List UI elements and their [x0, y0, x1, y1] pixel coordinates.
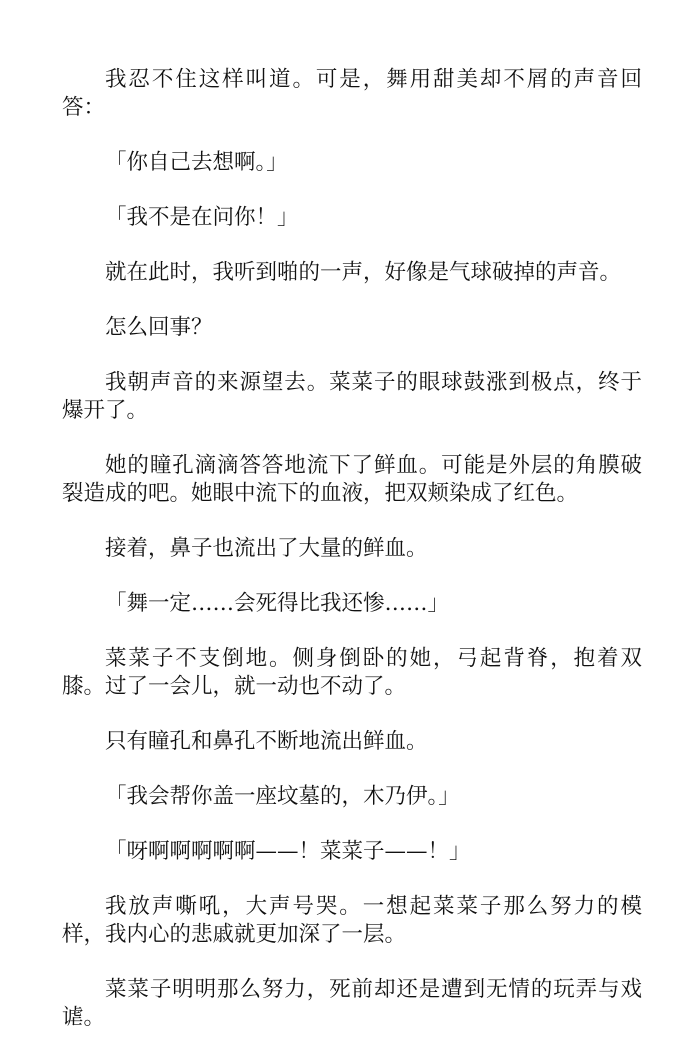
paragraph: 「呀啊啊啊啊啊——！菜菜子——！」 [105, 839, 471, 864]
paragraph: 我放声嘶吼，大声号哭。一想起菜菜子那么努力的模样，我内心的悲戚就更加深了一层。 [62, 894, 642, 947]
paragraph: 菜菜子不支倒地。侧身倒卧的她，弓起背脊，抱着双膝。过了一会儿，就一动也不动了。 [62, 646, 642, 699]
paragraph: 接着，鼻子也流出了大量的鲜血。 [105, 536, 428, 561]
paragraph: 我朝声音的来源望去。菜菜子的眼球鼓涨到极点，终于爆开了。 [62, 370, 642, 423]
paragraph: 「舞一定……会死得比我还惨……」 [105, 591, 450, 616]
paragraph: 只有瞳孔和鼻孔不断地流出鲜血。 [105, 729, 428, 754]
paragraph: 「你自己去想啊。」 [105, 150, 288, 175]
paragraph: 菜菜子明明那么努力，死前却还是遭到无情的玩弄与戏谑。 [62, 977, 642, 1030]
paragraph: 怎么回事？ [105, 315, 213, 340]
paragraph: 「我会帮你盖一座坟墓的，木乃伊。」 [105, 784, 460, 809]
paragraph: 「我不是在问你！」 [105, 205, 299, 230]
paragraph: 她的瞳孔滴滴答答地流下了鲜血。可能是外层的角膜破裂造成的吧。她眼中流下的血液，把双颊染成了红色。 [62, 453, 642, 506]
paragraph: 就在此时，我听到啪的一声，好像是气球破掉的声音。 [105, 260, 622, 285]
paragraph: 我忍不住这样叫道。可是，舞用甜美却不屑的声音回答： [62, 67, 642, 120]
body-text [62, 66, 642, 1059]
